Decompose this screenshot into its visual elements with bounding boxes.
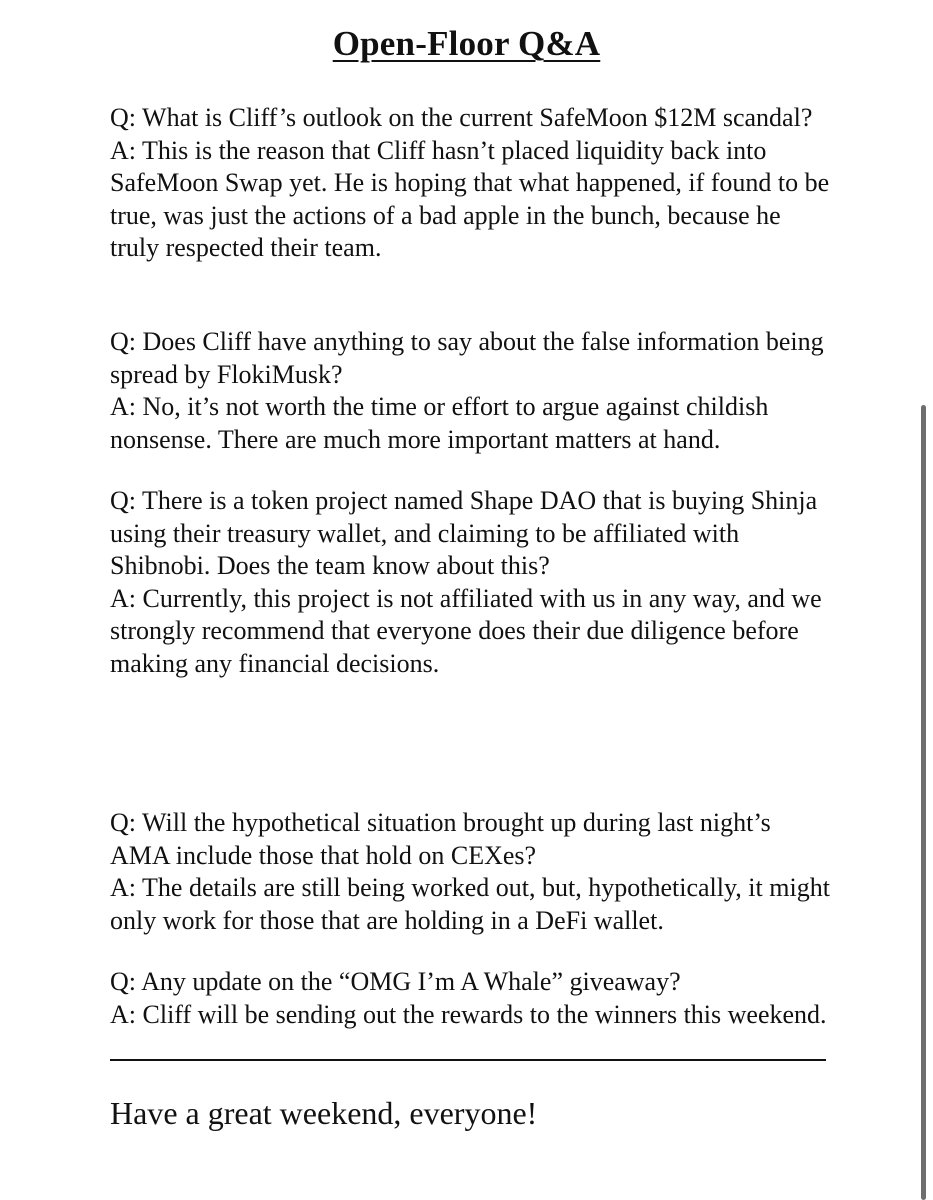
closing-message: Have a great weekend, everyone! — [110, 1095, 538, 1131]
qa-block — [110, 326, 830, 456]
vertical-scrollbar[interactable] — [921, 405, 926, 1200]
answer-text: A: Cliff will be sending out the rewards to the winners this weekend. — [110, 999, 827, 1029]
question-text: Q: What is Cliff’s outlook on the current SafeMoon $12M scandal? — [110, 103, 813, 132]
question-text: Q: Will the hypothetical situation brought up during last night’s AMA include those that hold on CEXes? — [110, 808, 771, 870]
question-text: Q: There is a token project named Shape DAO that is buying Shinja using their treasury wallet, and claiming to be affiliated with Shibnobi. Does the team know about this? — [110, 486, 818, 580]
qa-block — [110, 966, 830, 1031]
qa-block — [110, 485, 830, 680]
document-title: Open-Floor Q&A — [332, 24, 601, 63]
qa-block — [110, 102, 830, 265]
section-divider — [110, 1059, 826, 1061]
question-text: Q: Does Cliff have anything to say about the false information being spread by FlokiMusk? — [110, 327, 824, 389]
qa-block — [110, 807, 830, 937]
answer-text: A: Currently, this project is not affiliated with us in any way, and we strongly recommend that everyone does their due diligence before making any financial decisions. — [110, 583, 822, 678]
answer-text: A: No, it’s not worth the time or effort to argue against childish nonsense. There are much more important matters at hand. — [110, 392, 769, 454]
answer-text: A: This is the reason that Cliff hasn’t placed liquidity back into SafeMoon Swap yet. He is hoping that what happened, if found to be true, was just the actions of a bad apple in the bunch, because he truly respected their team. — [110, 135, 830, 262]
answer-text: A: The details are still being worked out, but, hypothetically, it might only work for those that are holding in a DeFi wallet. — [110, 873, 830, 935]
question-text: Q: Any update on the “OMG I’m A Whale” giveaway? — [110, 967, 681, 996]
